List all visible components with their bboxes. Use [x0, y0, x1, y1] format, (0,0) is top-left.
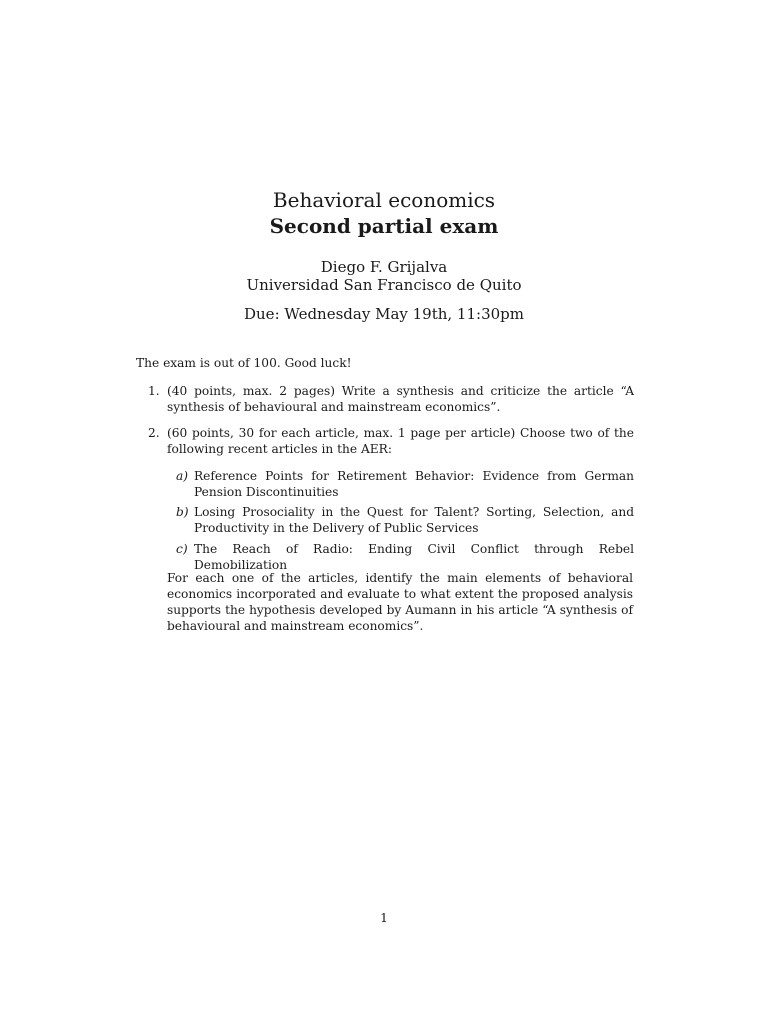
document-title: Behavioral economics — [272, 188, 496, 212]
question-2-instructions: For each one of the articles, identify the main elements of behavioral economics incorporated and evaluate to what extent the proposed analysis supports the hypothesis developed by Aumann in his article “A synthesis of behavioural and mainstream economics”. — [167, 571, 633, 633]
question-number: 2. — [148, 426, 160, 440]
question-text: (60 points, 30 for each article, max. 1 page per article) Choose two of the following recent articles in the AER: — [167, 426, 634, 456]
due-date: Due: Wednesday May 19th, 11:30pm — [244, 305, 524, 323]
article-label: a) — [176, 469, 189, 483]
page-number: 1 — [380, 911, 388, 925]
exam-intro: The exam is out of 100. Good luck! — [136, 356, 352, 370]
university-name: Universidad San Francisco de Quito — [246, 276, 522, 294]
article-title: The Reach of Radio: Ending Civil Conflict through Rebel Demobilization — [194, 542, 634, 572]
article-item-c — [176, 541, 634, 573]
author-name: Diego F. Grijalva — [320, 258, 448, 276]
article-label: c) — [176, 542, 188, 556]
question-1 — [148, 383, 634, 415]
article-item-a — [176, 468, 634, 500]
article-title: Losing Prosociality in the Quest for Talent? Sorting, Selection, and Productivity in the Delivery of Public Services — [194, 505, 634, 535]
question-number: 1. — [148, 384, 160, 398]
article-label: b) — [176, 505, 189, 519]
question-text: (40 points, max. 2 pages) Write a synthesis and criticize the article “A synthesis of behavioural and mainstream economics”. — [167, 384, 634, 414]
document-subtitle: Second partial exam — [269, 214, 499, 238]
article-item-b — [176, 504, 634, 536]
article-title: Reference Points for Retirement Behavior: Evidence from German Pension Discontinuities — [194, 469, 634, 499]
question-2 — [148, 425, 634, 457]
